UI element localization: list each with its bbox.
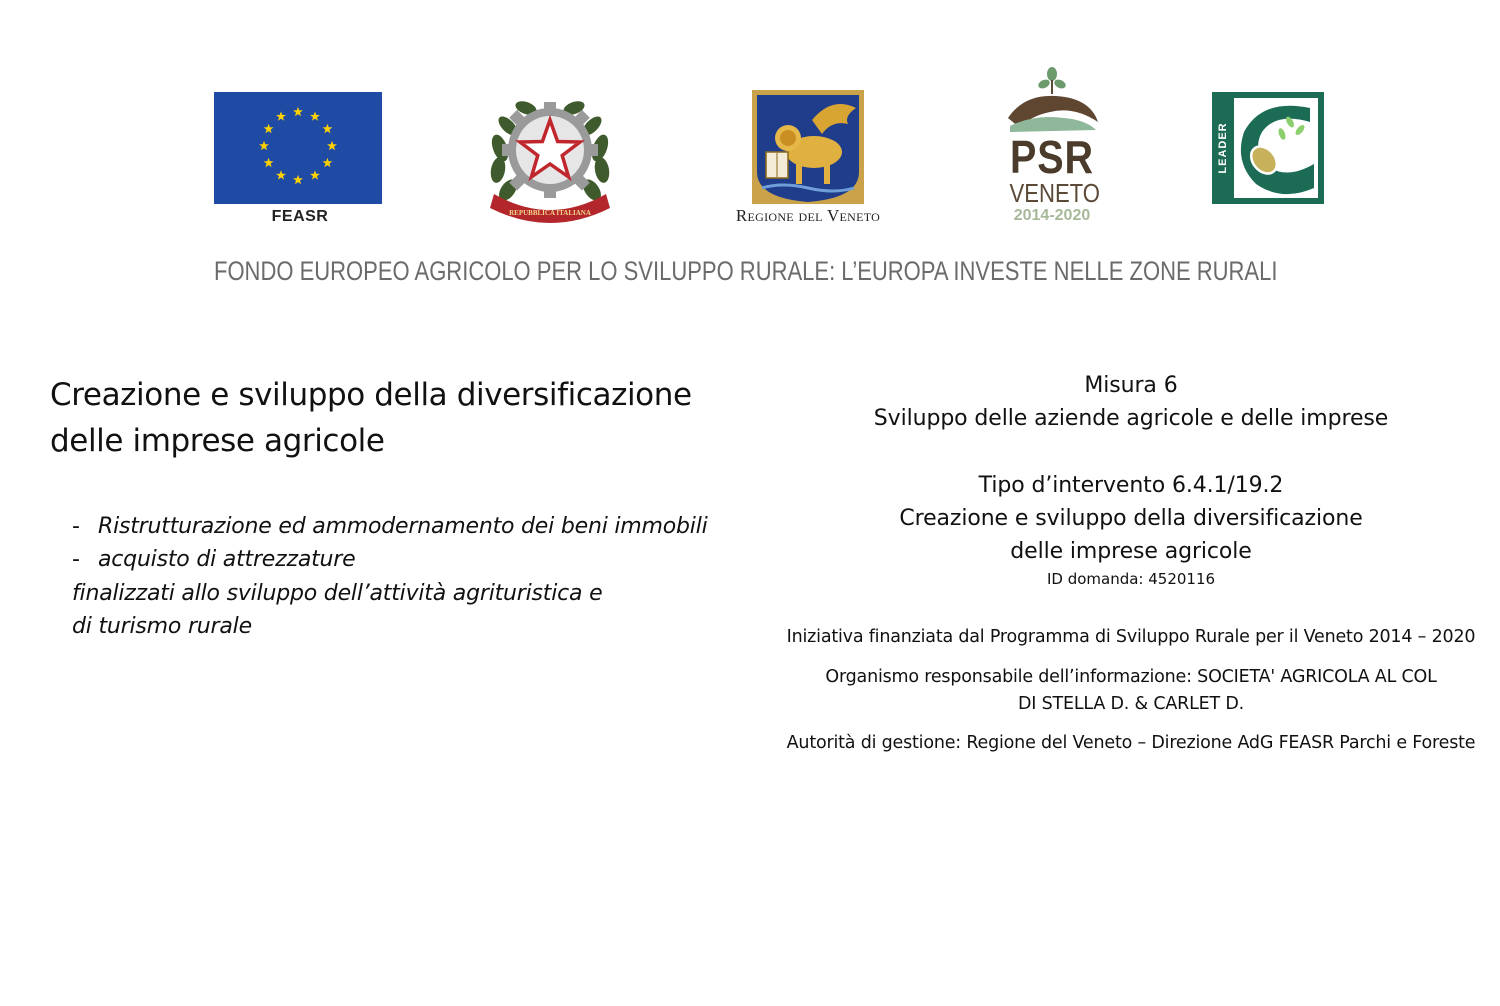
eu-flag-icon: [214, 92, 382, 204]
title-line: Creazione e sviluppo della diversificazione: [50, 377, 692, 413]
leaf-icon: [1036, 66, 1068, 94]
responsible-body: DI STELLA D. & CARLET D.: [1018, 694, 1244, 714]
note-line: di turismo rurale: [72, 614, 252, 639]
list-item: - acquisto di attrezzature: [72, 545, 355, 575]
italian-emblem-icon: [486, 88, 614, 228]
responsible-body: Organismo responsabile dell’informazione: SOCIETA' AGRICOLA AL COL: [825, 667, 1437, 687]
intervention-line: delle imprese agricole: [1010, 539, 1252, 564]
leader-logo-icon: [1212, 92, 1324, 204]
funding-statement: Iniziativa finanziata dal Programma di Sviluppo Rurale per il Veneto 2014 – 2020: [786, 627, 1476, 647]
title-line: delle imprese agricole: [50, 423, 385, 459]
dash-bullet: -: [72, 547, 80, 572]
measure-description: Sviluppo delle aziende agricole e delle imprese: [873, 406, 1389, 431]
page-title: [50, 372, 750, 464]
note-line: finalizzati allo sviluppo dell’attività agrituristica e: [72, 581, 603, 606]
dash-bullet: -: [72, 514, 80, 539]
feasr-caption: FEASR: [271, 208, 329, 225]
svg-text:REPUBBLICA ITALIANA: REPUBBLICA ITALIANA: [509, 209, 591, 217]
slogan: FONDO EUROPEO AGRICOLO PER LO SVILUPPO RURALE: L’EUROPA INVESTE NELLE ZONE RURALI: [214, 256, 1278, 286]
svg-text:LEADER: LEADER: [1217, 122, 1229, 174]
intervention-type: Tipo d’intervento 6.4.1/19.2: [978, 473, 1284, 498]
psr-region: VENETO: [1009, 178, 1100, 208]
list-item: - Ristrutturazione ed ammodernamento dei beni immobili: [72, 512, 708, 542]
application-id: ID domanda: 4520116: [1046, 570, 1216, 588]
measure-label: Misura 6: [1084, 373, 1178, 398]
intervention-line: Creazione e sviluppo della diversificazione: [899, 506, 1363, 531]
veneto-lion-icon: [752, 90, 864, 204]
psr-hand-icon: [1004, 92, 1100, 132]
veneto-caption: Regione del Veneto: [735, 206, 881, 225]
psr-years: 2014-2020: [1013, 207, 1091, 224]
managing-authority: Autorità di gestione: Regione del Veneto – Direzione AdG FEASR Parchi e Foreste: [786, 733, 1476, 753]
psr-title: PSR: [1010, 131, 1094, 183]
